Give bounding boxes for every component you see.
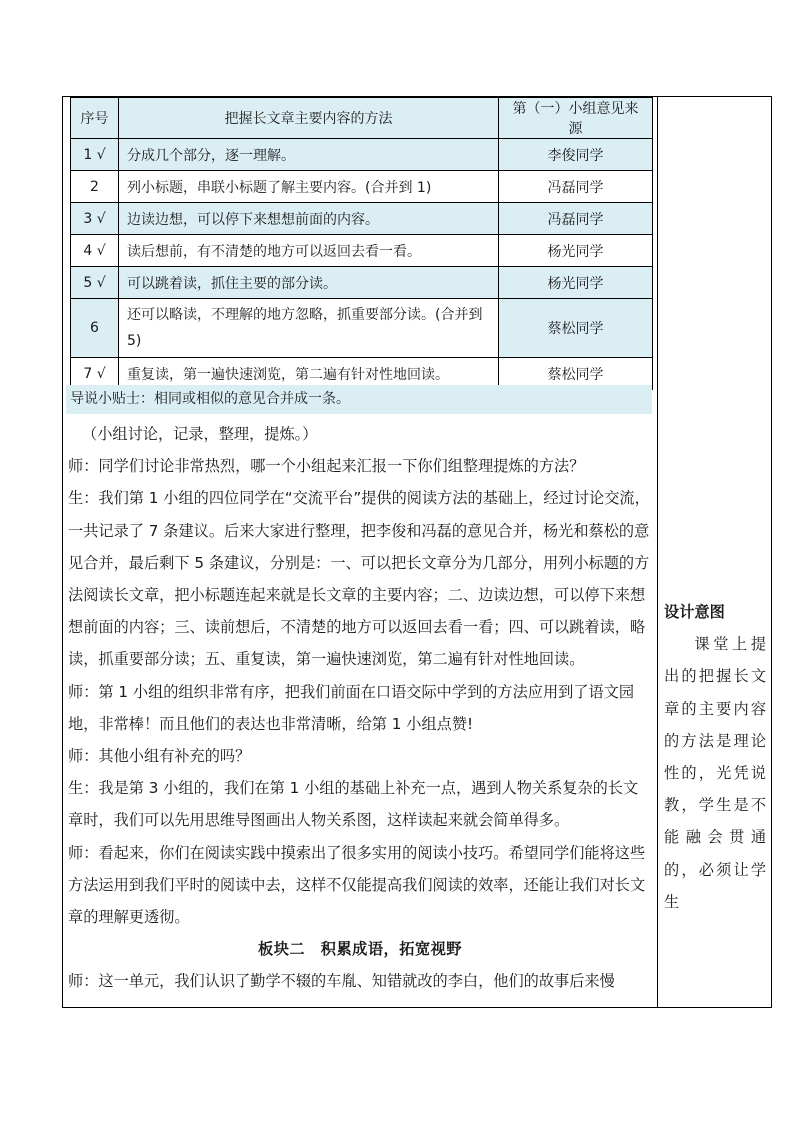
row-number: 4 √ [71, 235, 119, 267]
paragraph: （小组讨论，记录，整理，提炼。） [82, 425, 318, 443]
row-number: 2 [71, 171, 119, 203]
table-row [71, 171, 653, 203]
paragraph: 生：我是第 3 小组的，我们在第 1 小组的基础上补充一点，遇到人物关系复杂的长文章时，我们可以先用思维导图画出人物关系图，这样读起来就会简单得多。 [68, 779, 639, 830]
reading-tip: 导说小贴士：相同或相似的意见合并成一条。 [66, 385, 652, 414]
header-source: 第（一）小组意见来源 [499, 98, 653, 139]
table-row [71, 299, 653, 358]
row-number: 6 [71, 299, 119, 358]
row-method: 分成几个部分，逐一理解。 [119, 139, 499, 171]
header-method: 把握长文章主要内容的方法 [119, 98, 499, 139]
row-source: 蔡松同学 [499, 358, 653, 390]
row-method: 边读边想，可以停下来想想前面的内容。 [119, 203, 499, 235]
table-row [71, 139, 653, 171]
column-divider [657, 96, 658, 1008]
row-source: 杨光同学 [499, 235, 653, 267]
table-row [71, 235, 653, 267]
table-row [71, 203, 653, 235]
section-heading: 板块二 积累成语，拓宽视野 [258, 940, 462, 959]
header-number: 序号 [71, 98, 119, 139]
paragraph: 师：同学们讨论非常热烈，哪一个小组起来汇报一下你们组整理提炼的方法？ [68, 457, 585, 476]
row-number: 1 √ [71, 139, 119, 171]
row-number: 5 √ [71, 267, 119, 299]
row-source: 冯磊同学 [499, 171, 653, 203]
row-number: 3 √ [71, 203, 119, 235]
paragraph: 生：我们第 1 小组的四位同学在“交流平台”提供的阅读方法的基础上，经过讨论交流，一共记录了 7 条建议。后来大家进行整理，把李俊和冯磊的意见合并，杨光和蔡松的意见合并，最后剩下 5 条建议，分别是：一、可以把长文章分为几部分，用列小标题的方法阅读长文章，把小标题连起来就是长文章的主要内容；二、边读边想，可以停下来想想前面的内容；三、读前想后，不清楚的地方可以返回去看一看；四、可以跳着读，略读，抓重要部分读；五、重复读，第一遍快速浏览，第二遍有针对性地回读。 [68, 489, 650, 669]
row-method: 可以跳着读，抓住主要的部分读。 [119, 267, 499, 299]
table-row [71, 267, 653, 299]
row-method: 列小标题，串联小标题了解主要内容。(合并到 1) [119, 171, 499, 203]
lesson-text [68, 418, 652, 998]
row-source: 冯磊同学 [499, 203, 653, 235]
row-method: 重复读，第一遍快速浏览，第二遍有针对性地回读。 [119, 358, 499, 390]
row-source: 杨光同学 [499, 267, 653, 299]
row-source: 蔡松同学 [499, 299, 653, 358]
row-method: 还可以略读，不理解的地方忽略，抓重要部分读。(合并到 5) [119, 299, 499, 358]
paragraph: 师：这一单元，我们认识了勤学不辍的车胤、知错就改的李白，他们的故事后来慢 [68, 972, 615, 991]
methods-table [70, 97, 653, 390]
table-header-row [71, 98, 653, 139]
design-intent-title: 设计意图 [664, 603, 725, 621]
row-method: 读后想前，有不清楚的地方可以返回去看一看。 [119, 235, 499, 267]
design-intent-text: 课堂上提出的把握长文章的主要内容的方法是理论性的，光凭说教，学生是不能融会贯通的，必须让学生 [664, 635, 766, 911]
paragraph: 师：第 1 小组的组织非常有序，把我们前面在口语交际中学到的方法应用到了语文园地，非常棒！而且他们的表达也非常清晰，给第 1 小组点赞! [68, 682, 635, 733]
paragraph: 师：其他小组有补充的吗？ [68, 747, 251, 766]
design-intent-column [662, 596, 768, 918]
paragraph: 师：看起来，你们在阅读实践中摸索出了很多实用的阅读小技巧。希望同学们能将这些方法运用到我们平时的阅读中去，这样不仅能提高我们阅读的效率，还能让我们对长文章的理解更透彻。 [68, 843, 646, 927]
row-number: 7 √ [71, 358, 119, 390]
row-source: 李俊同学 [499, 139, 653, 171]
